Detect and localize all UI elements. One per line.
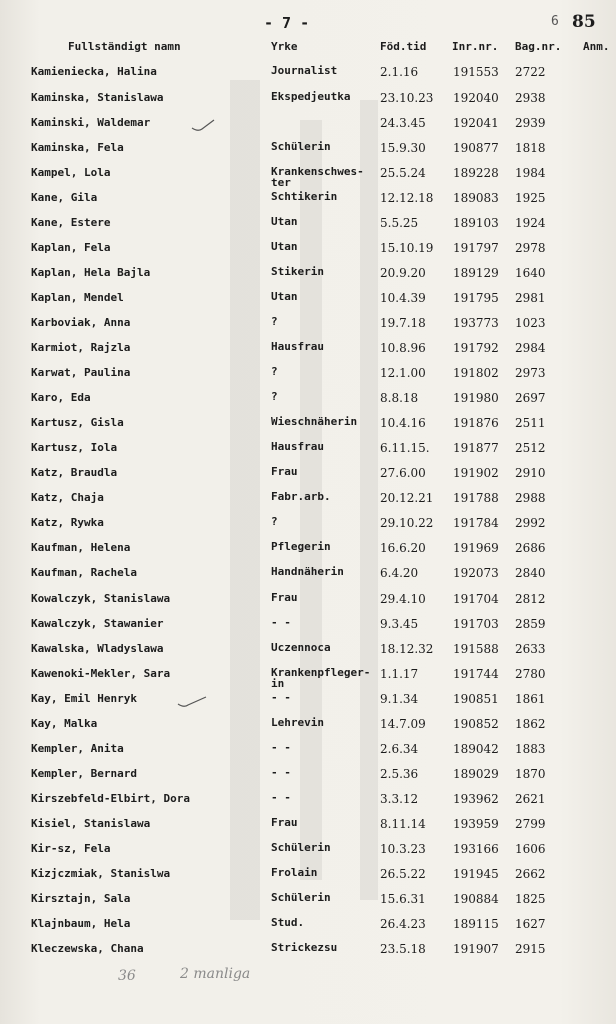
bag-number-cell: 1883 bbox=[515, 742, 546, 756]
birthdate-cell: 10.4.39 bbox=[380, 291, 426, 305]
birthdate-cell: 16.6.20 bbox=[380, 541, 426, 555]
occupation-cell: Frau bbox=[271, 816, 298, 829]
occupation-cell: - - bbox=[271, 741, 291, 754]
inr-number-cell: 193962 bbox=[453, 792, 499, 806]
name-cell: Kaufman, Helena bbox=[31, 541, 131, 554]
checkmark-icon bbox=[176, 694, 208, 710]
birthdate-cell: 29.4.10 bbox=[380, 592, 426, 606]
bag-number-cell: 2621 bbox=[515, 792, 546, 806]
birthdate-cell: 5.5.25 bbox=[380, 216, 419, 230]
name-cell: Klajnbaum, Hela bbox=[31, 917, 131, 930]
birthdate-cell: 10.3.23 bbox=[380, 842, 426, 856]
inr-number-cell: 193959 bbox=[453, 817, 499, 831]
inr-number-cell: 190884 bbox=[453, 892, 499, 906]
table-row bbox=[0, 466, 616, 490]
inr-number-cell: 191792 bbox=[453, 341, 499, 355]
table-row bbox=[0, 541, 616, 565]
table-row bbox=[0, 366, 616, 390]
occupation-cell: Handnäherin bbox=[271, 565, 344, 578]
name-cell: Kawalczyk, Stawanier bbox=[31, 617, 164, 630]
inr-number-cell: 193773 bbox=[453, 316, 499, 330]
bag-number-cell: 2938 bbox=[515, 91, 546, 105]
birthdate-cell: 6.11.15. bbox=[380, 441, 430, 455]
table-row bbox=[0, 91, 616, 115]
occupation-cell: Wieschnäherin bbox=[271, 415, 358, 428]
occupation-cell: Krankenpfleger- in bbox=[271, 666, 371, 690]
table-row bbox=[0, 742, 616, 766]
bag-number-cell: 2939 bbox=[515, 116, 546, 130]
birthdate-cell: 12.12.18 bbox=[380, 191, 434, 205]
occupation-cell: - - bbox=[271, 791, 291, 804]
bag-number-cell: 2512 bbox=[515, 441, 546, 455]
inr-number-cell: 189115 bbox=[453, 917, 499, 931]
bag-number-cell: 2859 bbox=[515, 617, 546, 631]
birthdate-cell: 27.6.00 bbox=[380, 466, 426, 480]
name-cell: Kawalska, Wladyslawa bbox=[31, 642, 164, 655]
name-cell: Kampel, Lola bbox=[31, 166, 111, 179]
inr-number-cell: 191969 bbox=[453, 541, 499, 555]
table-row bbox=[0, 667, 616, 691]
table-row bbox=[0, 516, 616, 540]
table-row bbox=[0, 441, 616, 465]
inr-number-cell: 191802 bbox=[453, 366, 499, 380]
occupation-cell: Schülerin bbox=[271, 891, 331, 904]
inr-number-cell: 189228 bbox=[453, 166, 499, 180]
table-row bbox=[0, 817, 616, 841]
inr-number-cell: 191788 bbox=[453, 491, 499, 505]
name-cell: Kowalczyk, Stanislawa bbox=[31, 592, 171, 605]
bag-number-cell: 1606 bbox=[515, 842, 546, 856]
birthdate-cell: 9.3.45 bbox=[380, 617, 419, 631]
inr-number-cell: 190851 bbox=[453, 692, 499, 706]
table-row bbox=[0, 191, 616, 215]
birthdate-cell: 14.7.09 bbox=[380, 717, 426, 731]
birthdate-cell: 15.10.19 bbox=[380, 241, 434, 255]
inr-number-cell: 190877 bbox=[453, 141, 499, 155]
name-cell: Katz, Rywka bbox=[31, 516, 104, 529]
occupation-cell: Frau bbox=[271, 591, 298, 604]
occupation-cell: Schülerin bbox=[271, 841, 331, 854]
bag-number-cell: 2988 bbox=[515, 491, 546, 505]
occupation-cell: Ekspedjeutka bbox=[271, 90, 351, 103]
name-cell: Kane, Estere bbox=[31, 216, 111, 229]
table-row bbox=[0, 917, 616, 941]
bag-number-cell: 2780 bbox=[515, 667, 546, 681]
table-row bbox=[0, 291, 616, 315]
occupation-cell: Lehrevin bbox=[271, 716, 324, 729]
header-date: Föd.tid bbox=[380, 40, 427, 53]
bag-number-cell: 1862 bbox=[515, 717, 546, 731]
name-cell: Kisiel, Stanislawa bbox=[31, 817, 151, 830]
inr-number-cell: 189029 bbox=[453, 767, 499, 781]
table-row bbox=[0, 491, 616, 515]
bag-number-cell: 2978 bbox=[515, 241, 546, 255]
occupation-cell: ? bbox=[271, 390, 278, 403]
table-row bbox=[0, 116, 616, 140]
header-name: Fullständigt namn bbox=[68, 40, 181, 53]
name-cell: Kizjczmiak, Stanislwa bbox=[31, 867, 171, 880]
birthdate-cell: 23.5.18 bbox=[380, 942, 426, 956]
inr-number-cell: 191704 bbox=[453, 592, 499, 606]
name-cell: Katz, Chaja bbox=[31, 491, 104, 504]
birthdate-cell: 20.12.21 bbox=[380, 491, 434, 505]
birthdate-cell: 15.6.31 bbox=[380, 892, 426, 906]
table-row bbox=[0, 216, 616, 240]
inr-number-cell: 192041 bbox=[453, 116, 499, 130]
birthdate-cell: 8.8.18 bbox=[380, 391, 419, 405]
occupation-cell: Uczennoca bbox=[271, 641, 331, 654]
table-row bbox=[0, 416, 616, 440]
occupation-cell: - - bbox=[271, 766, 291, 779]
occupation-cell: Frolain bbox=[271, 866, 318, 879]
bag-number-cell: 2984 bbox=[515, 341, 546, 355]
occupation-cell: Utan bbox=[271, 290, 298, 303]
inr-number-cell: 191902 bbox=[453, 466, 499, 480]
table-row bbox=[0, 867, 616, 891]
occupation-cell: - - bbox=[271, 616, 291, 629]
name-cell: Kay, Emil Henryk bbox=[31, 692, 137, 705]
checkmark-icon bbox=[190, 118, 216, 134]
name-cell: Kleczewska, Chana bbox=[31, 942, 144, 955]
occupation-cell: Strickezsu bbox=[271, 941, 338, 954]
birthdate-cell: 15.9.30 bbox=[380, 141, 426, 155]
name-cell: Kaplan, Hela Bajla bbox=[31, 266, 151, 279]
table-row bbox=[0, 792, 616, 816]
table-row bbox=[0, 65, 616, 89]
name-cell: Kirsztajn, Sala bbox=[31, 892, 131, 905]
bag-number-cell: 2511 bbox=[515, 416, 546, 430]
occupation-cell: Schtikerin bbox=[271, 190, 338, 203]
name-cell: Kartusz, Gisla bbox=[31, 416, 124, 429]
birthdate-cell: 9.1.34 bbox=[380, 692, 419, 706]
bag-number-cell: 1861 bbox=[515, 692, 546, 706]
birthdate-cell: 19.7.18 bbox=[380, 316, 426, 330]
bag-number-cell: 2840 bbox=[515, 566, 546, 580]
name-cell: Karo, Eda bbox=[31, 391, 91, 404]
birthdate-cell: 18.12.32 bbox=[380, 642, 434, 656]
name-cell: Kir-sz, Fela bbox=[31, 842, 111, 855]
birthdate-cell: 2.5.36 bbox=[380, 767, 419, 781]
birthdate-cell: 2.6.34 bbox=[380, 742, 419, 756]
birthdate-cell: 12.1.00 bbox=[380, 366, 426, 380]
occupation-cell: ? bbox=[271, 365, 278, 378]
table-row bbox=[0, 592, 616, 616]
name-cell: Kaplan, Fela bbox=[31, 241, 111, 254]
footer-note: 2 manliga bbox=[180, 966, 251, 982]
table-row bbox=[0, 141, 616, 165]
bag-number-cell: 1984 bbox=[515, 166, 546, 180]
bag-number-cell: 2981 bbox=[515, 291, 546, 305]
inr-number-cell: 190852 bbox=[453, 717, 499, 731]
name-cell: Katz, Braudla bbox=[31, 466, 118, 479]
table-row bbox=[0, 341, 616, 365]
bag-number-cell: 1023 bbox=[515, 316, 546, 330]
inr-number-cell: 189103 bbox=[453, 216, 499, 230]
name-cell: Karwat, Paulina bbox=[31, 366, 131, 379]
birthdate-cell: 8.11.14 bbox=[380, 817, 426, 831]
birthdate-cell: 29.10.22 bbox=[380, 516, 434, 530]
birthdate-cell: 2.1.16 bbox=[380, 65, 419, 79]
footer-count: 36 bbox=[118, 968, 136, 984]
birthdate-cell: 10.4.16 bbox=[380, 416, 426, 430]
bag-number-cell: 2915 bbox=[515, 942, 546, 956]
table-row bbox=[0, 842, 616, 866]
birthdate-cell: 20.9.20 bbox=[380, 266, 426, 280]
header-anm: Anm. bbox=[583, 40, 610, 53]
bag-number-cell: 2662 bbox=[515, 867, 546, 881]
bag-number-cell: 1925 bbox=[515, 191, 546, 205]
occupation-cell: Utan bbox=[271, 215, 298, 228]
table-row bbox=[0, 717, 616, 741]
header-job: Yrke bbox=[271, 40, 298, 53]
birthdate-cell: 6.4.20 bbox=[380, 566, 419, 580]
bag-number-cell: 2799 bbox=[515, 817, 546, 831]
page-number: - 7 - bbox=[264, 14, 310, 32]
birthdate-cell: 23.10.23 bbox=[380, 91, 434, 105]
occupation-cell: Fabr.arb. bbox=[271, 490, 331, 503]
table-row bbox=[0, 942, 616, 966]
name-cell: Karmiot, Rajzla bbox=[31, 341, 131, 354]
table-row bbox=[0, 692, 616, 716]
birthdate-cell: 3.3.12 bbox=[380, 792, 419, 806]
occupation-cell: Hausfrau bbox=[271, 340, 324, 353]
folio-number: 85 bbox=[572, 12, 596, 32]
name-cell: Karboviak, Anna bbox=[31, 316, 131, 329]
bag-number-cell: 1870 bbox=[515, 767, 546, 781]
table-row bbox=[0, 566, 616, 590]
name-cell: Kempler, Bernard bbox=[31, 767, 137, 780]
bag-number-cell: 2633 bbox=[515, 642, 546, 656]
bag-number-cell: 1825 bbox=[515, 892, 546, 906]
inr-number-cell: 191945 bbox=[453, 867, 499, 881]
occupation-cell: Hausfrau bbox=[271, 440, 324, 453]
name-cell: Kempler, Anita bbox=[31, 742, 124, 755]
header-inr: Inr.nr. bbox=[452, 40, 499, 53]
name-cell: Kartusz, Iola bbox=[31, 441, 118, 454]
occupation-cell: Pflegerin bbox=[271, 540, 331, 553]
bag-number-cell: 2722 bbox=[515, 65, 546, 79]
table-row bbox=[0, 266, 616, 290]
name-cell: Kaminska, Stanislawa bbox=[31, 91, 164, 104]
header-bag: Bag.nr. bbox=[515, 40, 562, 53]
name-cell: Kamieniecka, Halina bbox=[31, 65, 157, 78]
inr-number-cell: 191553 bbox=[453, 65, 499, 79]
table-row bbox=[0, 892, 616, 916]
inr-number-cell: 192040 bbox=[453, 91, 499, 105]
inr-number-cell: 189129 bbox=[453, 266, 499, 280]
bag-number-cell: 1818 bbox=[515, 141, 546, 155]
bag-number-cell: 2910 bbox=[515, 466, 546, 480]
birthdate-cell: 1.1.17 bbox=[380, 667, 419, 681]
inr-number-cell: 191980 bbox=[453, 391, 499, 405]
bag-number-cell: 1640 bbox=[515, 266, 546, 280]
inr-number-cell: 191703 bbox=[453, 617, 499, 631]
inr-number-cell: 191907 bbox=[453, 942, 499, 956]
occupation-cell: Stikerin bbox=[271, 265, 324, 278]
inr-number-cell: 191588 bbox=[453, 642, 499, 656]
name-cell: Kaufman, Rachela bbox=[31, 566, 137, 579]
inr-number-cell: 193166 bbox=[453, 842, 499, 856]
birthdate-cell: 25.5.24 bbox=[380, 166, 426, 180]
inr-number-cell: 191795 bbox=[453, 291, 499, 305]
inr-number-cell: 189042 bbox=[453, 742, 499, 756]
inr-number-cell: 191797 bbox=[453, 241, 499, 255]
occupation-cell: Utan bbox=[271, 240, 298, 253]
birthdate-cell: 24.3.45 bbox=[380, 116, 426, 130]
bag-number-cell: 2992 bbox=[515, 516, 546, 530]
bag-number-cell: 1924 bbox=[515, 216, 546, 230]
name-cell: Kane, Gila bbox=[31, 191, 98, 204]
table-row bbox=[0, 767, 616, 791]
corner-mark: 6 bbox=[551, 14, 559, 29]
bag-number-cell: 2686 bbox=[515, 541, 546, 555]
name-cell: Kaminska, Fela bbox=[31, 141, 124, 154]
table-row bbox=[0, 241, 616, 265]
inr-number-cell: 191876 bbox=[453, 416, 499, 430]
name-cell: Kawenoki-Mekler, Sara bbox=[31, 667, 171, 680]
inr-number-cell: 191877 bbox=[453, 441, 499, 455]
inr-number-cell: 189083 bbox=[453, 191, 499, 205]
name-cell: Kaminski, Waldemar bbox=[31, 116, 151, 129]
inr-number-cell: 191784 bbox=[453, 516, 499, 530]
occupation-cell: Journalist bbox=[271, 64, 338, 77]
birthdate-cell: 26.4.23 bbox=[380, 917, 426, 931]
table-row bbox=[0, 391, 616, 415]
name-cell: Kaplan, Mendel bbox=[31, 291, 124, 304]
table-row bbox=[0, 166, 616, 190]
occupation-cell: - - bbox=[271, 691, 291, 704]
birthdate-cell: 10.8.96 bbox=[380, 341, 426, 355]
inr-number-cell: 192073 bbox=[453, 566, 499, 580]
occupation-cell: Frau bbox=[271, 465, 298, 478]
occupation-cell: Schülerin bbox=[271, 140, 331, 153]
occupation-cell: Stud. bbox=[271, 916, 305, 929]
inr-number-cell: 191744 bbox=[453, 667, 499, 681]
name-cell: Kirszebfeld-Elbirt, Dora bbox=[31, 792, 190, 805]
name-cell: Kay, Malka bbox=[31, 717, 98, 730]
table-row bbox=[0, 316, 616, 340]
table-row bbox=[0, 617, 616, 641]
occupation-cell: ? bbox=[271, 315, 278, 328]
occupation-cell: Krankenschwes- ter bbox=[271, 165, 364, 189]
table-row bbox=[0, 642, 616, 666]
occupation-cell: ? bbox=[271, 515, 278, 528]
bag-number-cell: 1627 bbox=[515, 917, 546, 931]
bag-number-cell: 2697 bbox=[515, 391, 546, 405]
bag-number-cell: 2973 bbox=[515, 366, 546, 380]
birthdate-cell: 26.5.22 bbox=[380, 867, 426, 881]
bag-number-cell: 2812 bbox=[515, 592, 546, 606]
